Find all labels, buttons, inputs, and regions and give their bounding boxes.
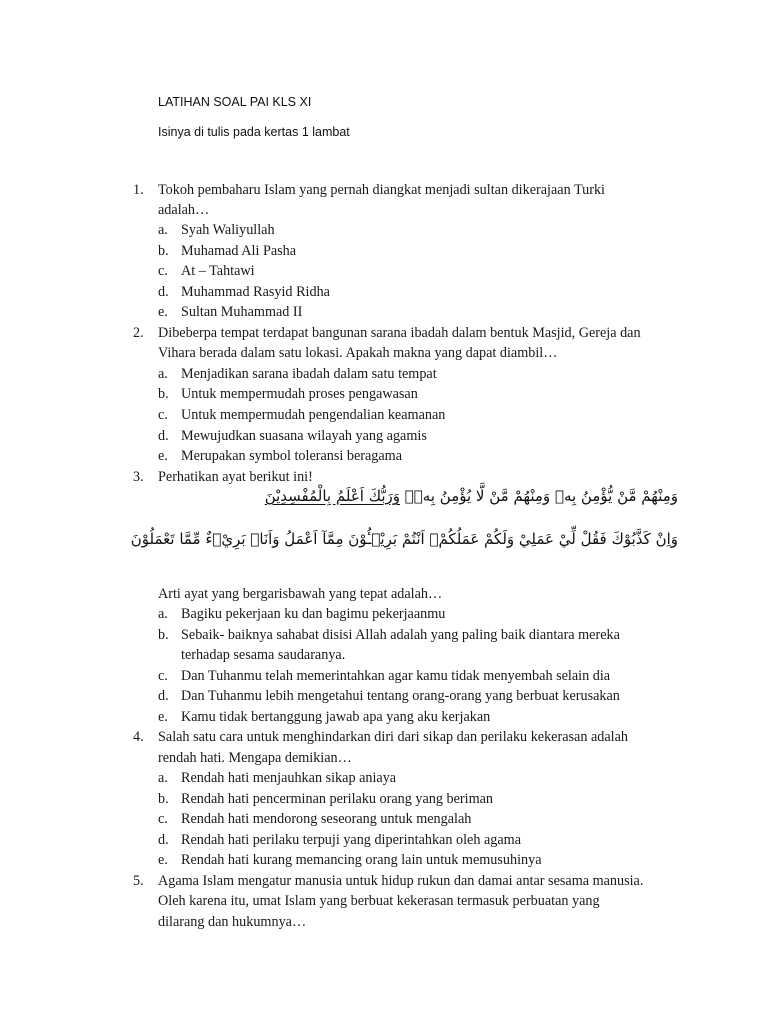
question-text: Perhatikan ayat berikut ini! <box>158 469 313 485</box>
question-text: rendah hati. Mengapa demikian… <box>158 750 352 766</box>
option-text: Dan Tuhanmu lebih mengetahui tentang orang-orang yang berbuat kerusakan <box>181 688 620 704</box>
question-number: 5. <box>133 873 144 889</box>
option-letter: d. <box>158 832 169 848</box>
option-text: Muhamad Ali Pasha <box>181 243 297 259</box>
option-letter: e. <box>158 304 168 320</box>
document-title: LATIHAN SOAL PAI KLS XI <box>158 95 312 109</box>
question-text: Dibeberpa tempat terdapat bangunan sarana ibadah dalam bentuk Masjid, Gereja dan <box>158 325 641 341</box>
option-text: Menjadikan sarana ibadah dalam satu tempat <box>181 366 437 382</box>
option-letter: c. <box>158 811 168 827</box>
question-number: 1. <box>133 182 144 198</box>
option-letter: a. <box>158 366 168 382</box>
option-text: Mewujudkan suasana wilayah yang agamis <box>181 428 427 444</box>
option-letter: c. <box>158 407 168 423</box>
option-text: Rendah hati perilaku terpuji yang diperintahkan oleh agama <box>181 832 521 848</box>
option-letter: c. <box>158 263 168 279</box>
arabic-verse-line-1 <box>265 487 678 505</box>
option-text: Rendah hati menjauhkan sikap aniaya <box>181 770 397 786</box>
option-text: Syah Waliyullah <box>181 222 275 238</box>
question-text: Salah satu cara untuk menghindarkan diri dari sikap dan perilaku kekerasan adalah <box>158 729 628 745</box>
option-letter: a. <box>158 222 168 238</box>
option-text: Dan Tuhanmu telah memerintahkan agar kamu tidak menyembah selain dia <box>181 668 611 684</box>
option-text: Sebaik- baiknya sahabat disisi Allah adalah yang paling baik diantara mereka <box>181 627 620 643</box>
option-text: Sultan Muhammad II <box>181 304 303 320</box>
arabic-verse-line-2: وَاِنْ كَذَّبُوْكَ فَقُلْ لِّيْ عَمَلِيْ وَلَكُمْ عَمَلُكُمْۚ اَنْتُمْ بَرِيْۤـُٔوْنَ مِمَّآ اَعْمَلُ وَاَنَا۠ بَرِيْۤءٌ مِّمَّا تَعْمَلُوْنَ <box>130 530 678 548</box>
option-letter: b. <box>158 386 169 402</box>
option-letter: b. <box>158 791 169 807</box>
question-number: 2. <box>133 325 144 341</box>
question-number: 4. <box>133 729 144 745</box>
option-letter: e. <box>158 448 168 464</box>
question-prompt: Arti ayat yang bergarisbawah yang tepat adalah… <box>158 586 443 602</box>
document-instruction: Isinya di tulis pada kertas 1 lambat <box>158 125 350 139</box>
question-text: adalah… <box>158 202 210 218</box>
option-letter: d. <box>158 428 169 444</box>
option-letter: a. <box>158 770 168 786</box>
arabic-verse-underlined: وَرَبُّكَ اَعْلَمُ بِالْمُفْسِدِيْنَ <box>264 487 401 505</box>
option-letter: b. <box>158 627 169 643</box>
option-text: Untuk mempermudah proses pengawasan <box>181 386 418 402</box>
question-text: dilarang dan hukumnya… <box>158 914 307 930</box>
option-text: Rendah hati mendorong seseorang untuk mengalah <box>181 811 472 827</box>
option-letter: e. <box>158 709 168 725</box>
question-text: Agama Islam mengatur manusia untuk hidup rukun dan damai antar sesama manusia. <box>158 873 644 889</box>
option-text: Merupakan symbol toleransi beragama <box>181 448 403 464</box>
option-text: Rendah hati kurang memancing orang lain untuk memusuhinya <box>181 852 542 868</box>
option-letter: c. <box>158 668 168 684</box>
option-text: Untuk mempermudah pengendalian keamanan <box>181 407 446 423</box>
arabic-verse-text: وَمِنْهُمْ مَّنْ يُّؤْمِنُ بِهٖ وَمِنْهُمْ مَّنْ لَّا يُؤْمِنُ بِهٖۗ <box>400 487 678 505</box>
question-text: Oleh karena itu, umat Islam yang berbuat kekerasan termasuk perbuatan yang <box>158 893 600 909</box>
option-letter: d. <box>158 688 169 704</box>
option-letter: d. <box>158 284 169 300</box>
option-text: Muhammad Rasyid Ridha <box>181 284 330 300</box>
option-letter: e. <box>158 852 168 868</box>
option-letter: b. <box>158 243 169 259</box>
question-number: 3. <box>133 469 144 485</box>
option-text: terhadap sesama saudaranya. <box>181 647 346 663</box>
question-text: Vihara berada dalam satu lokasi. Apakah makna yang dapat diambil… <box>158 345 558 361</box>
question-text: Tokoh pembaharu Islam yang pernah diangkat menjadi sultan dikerajaan Turki <box>158 182 605 198</box>
option-letter: a. <box>158 606 168 622</box>
option-text: Kamu tidak bertanggung jawab apa yang aku kerjakan <box>181 709 491 725</box>
option-text: Rendah hati pencerminan perilaku orang yang beriman <box>181 791 494 807</box>
option-text: Bagiku pekerjaan ku dan bagimu pekerjaanmu <box>181 606 446 622</box>
option-text: At – Tahtawi <box>181 263 255 279</box>
